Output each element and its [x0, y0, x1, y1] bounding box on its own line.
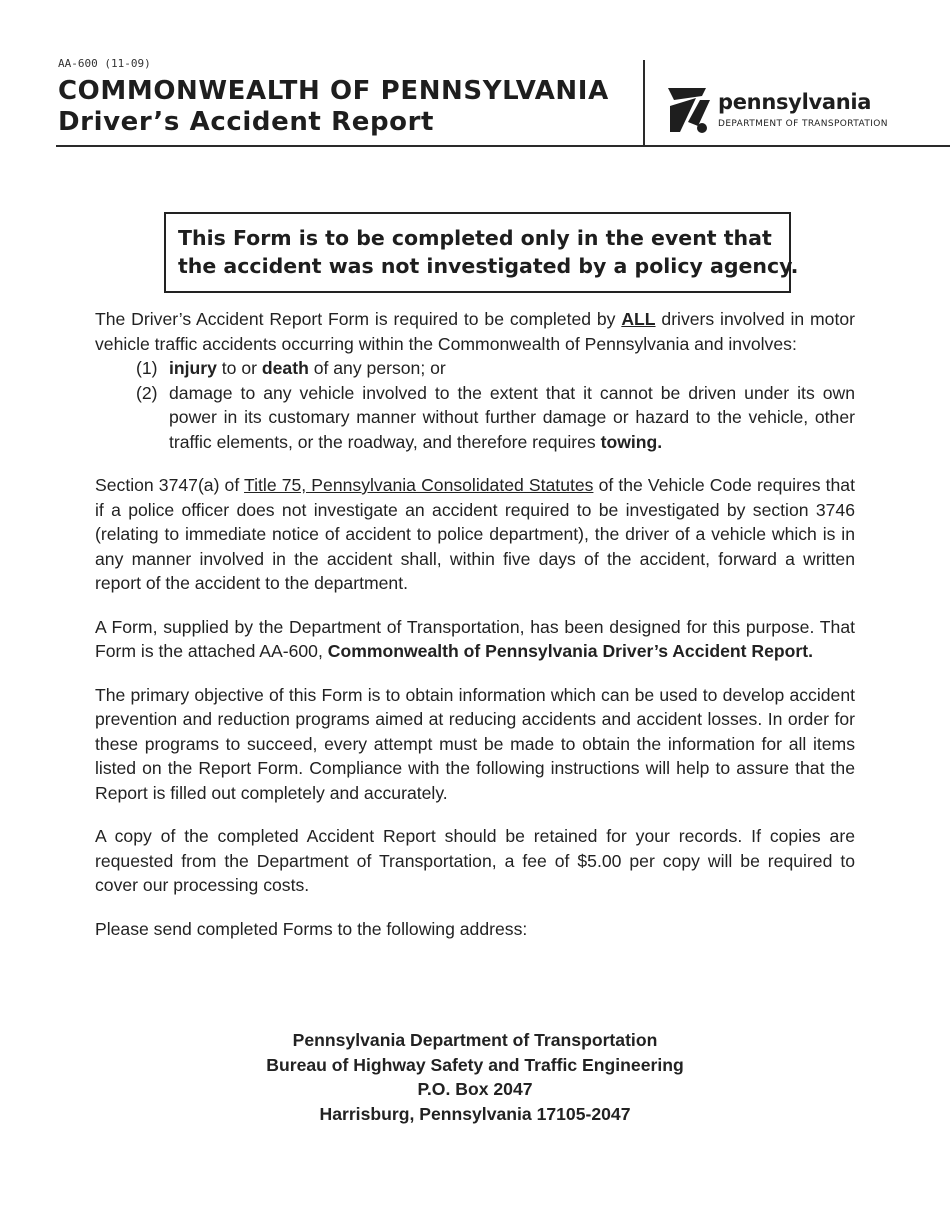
- notice-line-2: the accident was not investigated by a policy agency.: [178, 254, 799, 278]
- address-line: P.O. Box 2047: [417, 1079, 533, 1099]
- title-line-2: Driver’s Accident Report: [58, 107, 435, 137]
- address-line: Pennsylvania Department of Transportation: [292, 1030, 658, 1050]
- statute-reference: Title 75, Pennsylvania Consolidated Statutes: [244, 475, 594, 495]
- header-divider: [56, 145, 950, 147]
- header-divider-vertical: [643, 60, 645, 146]
- logo-wordmark: pennsylvania: [718, 90, 872, 114]
- form-code: AA-600 (11-09): [58, 57, 151, 70]
- criteria-list: [95, 356, 855, 454]
- penndot-logo: [666, 86, 896, 136]
- form-paragraph: A Form, supplied by the Department of Transportation, has been designed for this purpose. That Form is the attached AA-600, Commonwealth of Pennsylvania Driver’s Accident Report.: [95, 616, 855, 661]
- mailing-address: [95, 1028, 855, 1126]
- page-title: [58, 76, 609, 138]
- send-paragraph: Please send completed Forms to the following address:: [95, 918, 528, 939]
- section-paragraph: Section 3747(a) of Title 75, Pennsylvania Consolidated Statutes of the Vehicle Code requires that if a police officer does not investigate an accident required to be investigated by section 3746 (relating to immediate notice of accident to police department), the driver of a vehicle which is in any manner involved in the accident shall, within five days of the accident, forward a written report of the accident to the department.: [95, 475, 855, 593]
- keystone-icon: [666, 86, 712, 136]
- address-line: Harrisburg, Pennsylvania 17105-2047: [319, 1103, 631, 1124]
- address-line: Bureau of Highway Safety and Traffic Engineering: [266, 1054, 684, 1075]
- logo-subtitle: DEPARTMENT OF TRANSPORTATION: [718, 119, 888, 129]
- title-line-1: COMMONWEALTH OF PENNSYLVANIA: [58, 76, 609, 106]
- list-item: (2) damage to any vehicle involved to the extent that it cannot be driven under its own power in its customary manner without further damage or hazard to the vehicle, other traffic elements, or the roadway, and therefore requires towing.: [136, 382, 855, 452]
- notice-box: [164, 212, 799, 293]
- body-text: [95, 307, 855, 941]
- list-item: (1) injury to or death of any person; or: [136, 358, 446, 378]
- objective-paragraph: The primary objective of this Form is to obtain information which can be used to develop accident prevention and reduction programs aimed at reducing accidents and accident losses. In order for these programs to succeed, every attempt must be made to obtain the information for all items listed on the Report Form. Compliance with the following instructions will help to assure that the Report is filled out completely and accurately.: [95, 684, 855, 803]
- notice-line-1: This Form is to be completed only in the event that: [178, 226, 772, 250]
- intro-paragraph: The Driver’s Accident Report Form is required to be completed by ALL drivers involved in motor vehicle traffic accidents occurring within the Commonwealth of Pennsylvania and involves:: [95, 309, 855, 354]
- copy-paragraph: A copy of the completed Accident Report should be retained for your records. If copies are requested from the Department of Transportation, a fee of $5.00 per copy will be required to cover our processing costs.: [95, 826, 855, 895]
